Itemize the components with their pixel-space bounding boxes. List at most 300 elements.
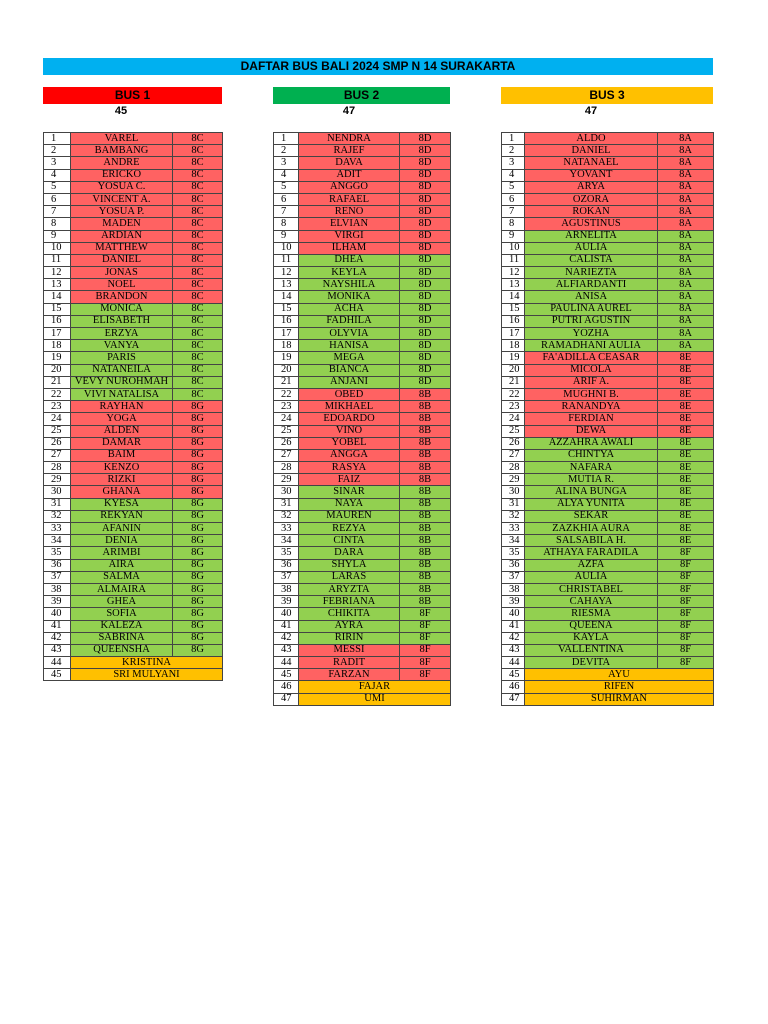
row-number-cell: 18	[44, 340, 71, 352]
table-row	[274, 559, 451, 571]
row-number-cell: 7	[274, 206, 299, 218]
class-cell: 8D	[400, 169, 451, 181]
row-number-cell: 24	[502, 413, 525, 425]
class-cell: 8F	[400, 608, 451, 620]
row-number-cell: 3	[274, 157, 299, 169]
table-row	[274, 181, 451, 193]
class-cell: 8E	[658, 486, 714, 498]
class-cell: 8C	[173, 376, 223, 388]
student-name-cell: KEYLA	[299, 267, 400, 279]
row-number-cell: 36	[274, 559, 299, 571]
table-row	[44, 364, 223, 376]
class-cell: 8C	[173, 340, 223, 352]
student-name-cell: ANDRE	[71, 157, 173, 169]
class-cell: 8B	[400, 474, 451, 486]
table-row	[502, 571, 714, 583]
row-number-cell: 34	[502, 535, 525, 547]
class-cell: 8C	[173, 254, 223, 266]
row-number-cell: 29	[502, 474, 525, 486]
class-cell: 8G	[173, 401, 223, 413]
table-row	[44, 644, 223, 656]
row-number-cell: 37	[502, 571, 525, 583]
table-row	[44, 303, 223, 315]
row-number-cell: 4	[274, 169, 299, 181]
class-cell: 8G	[173, 413, 223, 425]
class-cell: 8A	[658, 340, 714, 352]
row-number-cell: 34	[44, 535, 71, 547]
student-name-cell: AULIA	[525, 242, 658, 254]
class-cell: 8D	[400, 340, 451, 352]
student-name-cell: OLYVIA	[299, 328, 400, 340]
student-name-cell: MADEN	[71, 218, 173, 230]
student-name-cell: DENIA	[71, 535, 173, 547]
table-row	[274, 449, 451, 461]
class-cell: 8D	[400, 206, 451, 218]
student-name-cell: ATHAYA FARADILA	[525, 547, 658, 559]
table-row	[502, 608, 714, 620]
row-number-cell: 41	[44, 620, 71, 632]
row-number-cell: 1	[274, 133, 299, 145]
student-name-cell: RENO	[299, 206, 400, 218]
class-cell: 8G	[173, 425, 223, 437]
row-number-cell: 26	[274, 437, 299, 449]
class-cell: 8E	[658, 413, 714, 425]
class-cell: 8B	[400, 571, 451, 583]
row-number-cell: 24	[44, 413, 71, 425]
row-number-cell: 31	[502, 498, 525, 510]
table-row	[44, 547, 223, 559]
row-number-cell: 14	[502, 291, 525, 303]
table-row	[502, 328, 714, 340]
class-cell: 8G	[173, 559, 223, 571]
student-name-cell: CHIKITA	[299, 608, 400, 620]
table-row	[44, 279, 223, 291]
class-cell: 8E	[658, 376, 714, 388]
table-row	[274, 632, 451, 644]
table-row	[502, 437, 714, 449]
student-name-cell: MAUREN	[299, 510, 400, 522]
table-row	[44, 559, 223, 571]
row-number-cell: 35	[274, 547, 299, 559]
row-number-cell: 28	[274, 462, 299, 474]
table-row	[274, 547, 451, 559]
row-number-cell: 5	[44, 181, 71, 193]
row-number-cell: 28	[44, 462, 71, 474]
student-name-cell: ANJANI	[299, 376, 400, 388]
class-cell: 8B	[400, 523, 451, 535]
student-name-cell: DEVITA	[525, 657, 658, 669]
student-name-cell: RAYHAN	[71, 401, 173, 413]
row-number-cell: 5	[502, 181, 525, 193]
class-cell: 8E	[658, 425, 714, 437]
row-number-cell: 16	[44, 315, 71, 327]
class-cell: 8D	[400, 145, 451, 157]
row-number-cell: 33	[44, 523, 71, 535]
student-name-cell: ARYA	[525, 181, 658, 193]
student-name-cell: DEWA	[525, 425, 658, 437]
student-name-cell: RIESMA	[525, 608, 658, 620]
table-row	[44, 608, 223, 620]
table-row	[44, 449, 223, 461]
class-cell: 8F	[400, 620, 451, 632]
student-name-cell: SOFIA	[71, 608, 173, 620]
table-row	[274, 193, 451, 205]
student-name-cell: ARDIAN	[71, 230, 173, 242]
class-cell: 8G	[173, 462, 223, 474]
student-name-cell: REKYAN	[71, 510, 173, 522]
row-number-cell: 31	[274, 498, 299, 510]
class-cell: 8G	[173, 571, 223, 583]
student-name-cell: MONIKA	[299, 291, 400, 303]
row-number-cell: 11	[502, 254, 525, 266]
student-name-cell: RAFAEL	[299, 193, 400, 205]
row-number-cell: 17	[44, 328, 71, 340]
table-row	[44, 254, 223, 266]
table-row	[44, 632, 223, 644]
class-cell: 8G	[173, 632, 223, 644]
student-name-cell: UMI	[299, 693, 451, 705]
row-number-cell: 6	[502, 193, 525, 205]
class-cell: 8C	[173, 181, 223, 193]
student-name-cell: RAJEF	[299, 145, 400, 157]
row-number-cell: 25	[44, 425, 71, 437]
row-number-cell: 35	[44, 547, 71, 559]
row-number-cell: 25	[274, 425, 299, 437]
bus-2-roster-table	[273, 132, 451, 706]
class-cell: 8B	[400, 486, 451, 498]
student-name-cell: RIZKI	[71, 474, 173, 486]
table-row	[44, 486, 223, 498]
student-name-cell: DAMAR	[71, 437, 173, 449]
row-number-cell: 43	[502, 644, 525, 656]
student-name-cell: ADIT	[299, 169, 400, 181]
student-name-cell: KAYLA	[525, 632, 658, 644]
row-number-cell: 10	[274, 242, 299, 254]
row-number-cell: 32	[502, 510, 525, 522]
class-cell: 8G	[173, 644, 223, 656]
class-cell: 8G	[173, 583, 223, 595]
class-cell: 8C	[173, 145, 223, 157]
table-row	[274, 425, 451, 437]
class-cell: 8A	[658, 315, 714, 327]
class-cell: 8D	[400, 364, 451, 376]
table-row	[274, 267, 451, 279]
row-number-cell: 17	[502, 328, 525, 340]
table-row	[502, 133, 714, 145]
class-cell: 8G	[173, 498, 223, 510]
row-number-cell: 18	[502, 340, 525, 352]
class-cell: 8D	[400, 328, 451, 340]
row-number-cell: 27	[274, 449, 299, 461]
table-row	[274, 486, 451, 498]
student-name-cell: FAJAR	[299, 681, 451, 693]
class-cell: 8G	[173, 510, 223, 522]
student-name-cell: CHRISTABEL	[525, 583, 658, 595]
table-row	[274, 596, 451, 608]
row-number-cell: 3	[502, 157, 525, 169]
student-name-cell: FERDIAN	[525, 413, 658, 425]
class-cell: 8A	[658, 206, 714, 218]
row-number-cell: 29	[274, 474, 299, 486]
row-number-cell: 35	[502, 547, 525, 559]
row-number-cell: 10	[502, 242, 525, 254]
student-name-cell: YOGA	[71, 413, 173, 425]
table-row	[44, 157, 223, 169]
row-number-cell: 39	[274, 596, 299, 608]
student-name-cell: NATANAEL	[525, 157, 658, 169]
row-number-cell: 1	[44, 133, 71, 145]
class-cell: 8F	[658, 608, 714, 620]
table-row	[44, 498, 223, 510]
table-row	[44, 657, 223, 669]
table-row	[502, 583, 714, 595]
student-name-cell: ALDEN	[71, 425, 173, 437]
row-number-cell: 25	[502, 425, 525, 437]
table-row	[44, 145, 223, 157]
student-name-cell: RANANDYA	[525, 401, 658, 413]
student-name-cell: MEGA	[299, 352, 400, 364]
class-cell: 8D	[400, 279, 451, 291]
row-number-cell: 43	[44, 644, 71, 656]
student-name-cell: PUTRI AGUSTIN	[525, 315, 658, 327]
student-name-cell: CALISTA	[525, 254, 658, 266]
row-number-cell: 18	[274, 340, 299, 352]
class-cell: 8A	[658, 303, 714, 315]
student-name-cell: BAIM	[71, 449, 173, 461]
table-row	[502, 376, 714, 388]
student-name-cell: ANGGO	[299, 181, 400, 193]
table-row	[502, 510, 714, 522]
student-name-cell: RIFEN	[525, 681, 714, 693]
row-number-cell: 4	[502, 169, 525, 181]
student-name-cell: ACHA	[299, 303, 400, 315]
row-number-cell: 3	[44, 157, 71, 169]
student-name-cell: OZORA	[525, 193, 658, 205]
table-row	[274, 401, 451, 413]
row-number-cell: 40	[502, 608, 525, 620]
row-number-cell: 19	[274, 352, 299, 364]
table-row	[44, 413, 223, 425]
class-cell: 8B	[400, 401, 451, 413]
row-number-cell: 42	[44, 632, 71, 644]
class-cell: 8E	[658, 523, 714, 535]
row-number-cell: 20	[502, 364, 525, 376]
row-number-cell: 39	[502, 596, 525, 608]
table-row	[502, 657, 714, 669]
row-number-cell: 2	[274, 145, 299, 157]
table-row	[274, 352, 451, 364]
student-name-cell: MATTHEW	[71, 242, 173, 254]
student-name-cell: RADIT	[299, 657, 400, 669]
student-name-cell: FEBRIANA	[299, 596, 400, 608]
student-name-cell: VANYA	[71, 340, 173, 352]
class-cell: 8A	[658, 193, 714, 205]
class-cell: 8D	[400, 291, 451, 303]
class-cell: 8C	[173, 193, 223, 205]
table-row	[502, 193, 714, 205]
row-number-cell: 21	[502, 376, 525, 388]
table-row	[44, 267, 223, 279]
student-name-cell: SRI MULYANI	[71, 669, 223, 681]
table-row	[274, 498, 451, 510]
row-number-cell: 37	[44, 571, 71, 583]
table-row	[502, 291, 714, 303]
student-name-cell: REZYA	[299, 523, 400, 535]
row-number-cell: 44	[502, 657, 525, 669]
class-cell: 8B	[400, 559, 451, 571]
student-name-cell: ARIMBI	[71, 547, 173, 559]
class-cell: 8G	[173, 449, 223, 461]
student-name-cell: NAYSHILA	[299, 279, 400, 291]
student-name-cell: BAMBANG	[71, 145, 173, 157]
student-name-cell: FA'ADILLA CEASAR	[525, 352, 658, 364]
table-row	[502, 632, 714, 644]
row-number-cell: 31	[44, 498, 71, 510]
row-number-cell: 38	[274, 583, 299, 595]
student-name-cell: HANISA	[299, 340, 400, 352]
row-number-cell: 33	[274, 523, 299, 535]
table-row	[274, 669, 451, 681]
row-number-cell: 39	[44, 596, 71, 608]
student-name-cell: VIVI NATALISA	[71, 388, 173, 400]
class-cell: 8A	[658, 133, 714, 145]
table-row	[44, 571, 223, 583]
table-row	[274, 328, 451, 340]
class-cell: 8B	[400, 449, 451, 461]
class-cell: 8A	[658, 267, 714, 279]
row-number-cell: 22	[44, 388, 71, 400]
row-number-cell: 30	[44, 486, 71, 498]
class-cell: 8D	[400, 267, 451, 279]
table-row	[274, 315, 451, 327]
student-name-cell: QUEENA	[525, 620, 658, 632]
class-cell: 8C	[173, 352, 223, 364]
student-name-cell: NARIEZTA	[525, 267, 658, 279]
row-number-cell: 24	[274, 413, 299, 425]
row-number-cell: 32	[274, 510, 299, 522]
row-number-cell: 43	[274, 644, 299, 656]
row-number-cell: 38	[502, 583, 525, 595]
student-name-cell: QUEENSHA	[71, 644, 173, 656]
table-row	[502, 315, 714, 327]
table-row	[502, 462, 714, 474]
table-row	[44, 291, 223, 303]
row-number-cell: 13	[274, 279, 299, 291]
table-row	[44, 583, 223, 595]
table-row	[274, 620, 451, 632]
table-row	[274, 681, 451, 693]
bus-3-count: 47	[584, 105, 598, 117]
class-cell: 8F	[658, 547, 714, 559]
table-row	[274, 583, 451, 595]
table-row	[274, 462, 451, 474]
table-row	[44, 242, 223, 254]
table-row	[502, 523, 714, 535]
bus-1-roster-table	[43, 132, 223, 681]
table-row	[44, 669, 223, 681]
row-number-cell: 45	[274, 669, 299, 681]
table-row	[502, 218, 714, 230]
page-title: DAFTAR BUS BALI 2024 SMP N 14 SURAKARTA	[43, 58, 713, 75]
student-name-cell: RIRIN	[299, 632, 400, 644]
class-cell: 8G	[173, 620, 223, 632]
class-cell: 8G	[173, 535, 223, 547]
table-row	[44, 523, 223, 535]
table-row	[274, 157, 451, 169]
row-number-cell: 46	[502, 681, 525, 693]
class-cell: 8F	[658, 632, 714, 644]
row-number-cell: 45	[44, 669, 71, 681]
bus-2-header: BUS 2	[273, 87, 450, 104]
class-cell: 8B	[400, 547, 451, 559]
row-number-cell: 23	[274, 401, 299, 413]
row-number-cell: 33	[502, 523, 525, 535]
table-row	[502, 181, 714, 193]
student-name-cell: CAHAYA	[525, 596, 658, 608]
row-number-cell: 1	[502, 133, 525, 145]
row-number-cell: 9	[502, 230, 525, 242]
class-cell: 8C	[173, 242, 223, 254]
table-row	[502, 279, 714, 291]
student-name-cell: ANGGA	[299, 449, 400, 461]
class-cell: 8F	[400, 657, 451, 669]
student-name-cell: SABRINA	[71, 632, 173, 644]
class-cell: 8F	[400, 669, 451, 681]
row-number-cell: 22	[502, 388, 525, 400]
student-name-cell: AGUSTINUS	[525, 218, 658, 230]
student-name-cell: ARYZTA	[299, 583, 400, 595]
student-name-cell: NAYA	[299, 498, 400, 510]
class-cell: 8B	[400, 425, 451, 437]
class-cell: 8C	[173, 328, 223, 340]
student-name-cell: FAIZ	[299, 474, 400, 486]
table-row	[502, 535, 714, 547]
student-name-cell: FADHILA	[299, 315, 400, 327]
class-cell: 8A	[658, 145, 714, 157]
student-name-cell: ERICKO	[71, 169, 173, 181]
table-row	[274, 535, 451, 547]
student-name-cell: VALLENTINA	[525, 644, 658, 656]
class-cell: 8C	[173, 169, 223, 181]
class-cell: 8B	[400, 437, 451, 449]
class-cell: 8C	[173, 303, 223, 315]
table-row	[502, 169, 714, 181]
class-cell: 8C	[173, 364, 223, 376]
row-number-cell: 8	[44, 218, 71, 230]
class-cell: 8C	[173, 157, 223, 169]
student-name-cell: JONAS	[71, 267, 173, 279]
student-name-cell: LARAS	[299, 571, 400, 583]
bus-2-count: 47	[342, 105, 356, 117]
class-cell: 8C	[173, 291, 223, 303]
table-row	[502, 413, 714, 425]
row-number-cell: 42	[502, 632, 525, 644]
row-number-cell: 20	[274, 364, 299, 376]
student-name-cell: SINAR	[299, 486, 400, 498]
student-name-cell: PAULINA AUREL	[525, 303, 658, 315]
row-number-cell: 19	[44, 352, 71, 364]
class-cell: 8F	[658, 559, 714, 571]
row-number-cell: 45	[502, 669, 525, 681]
table-row	[274, 474, 451, 486]
row-number-cell: 26	[44, 437, 71, 449]
class-cell: 8D	[400, 157, 451, 169]
student-name-cell: ALINA BUNGA	[525, 486, 658, 498]
table-row	[44, 218, 223, 230]
student-name-cell: ALDO	[525, 133, 658, 145]
student-name-cell: DARA	[299, 547, 400, 559]
row-number-cell: 40	[44, 608, 71, 620]
